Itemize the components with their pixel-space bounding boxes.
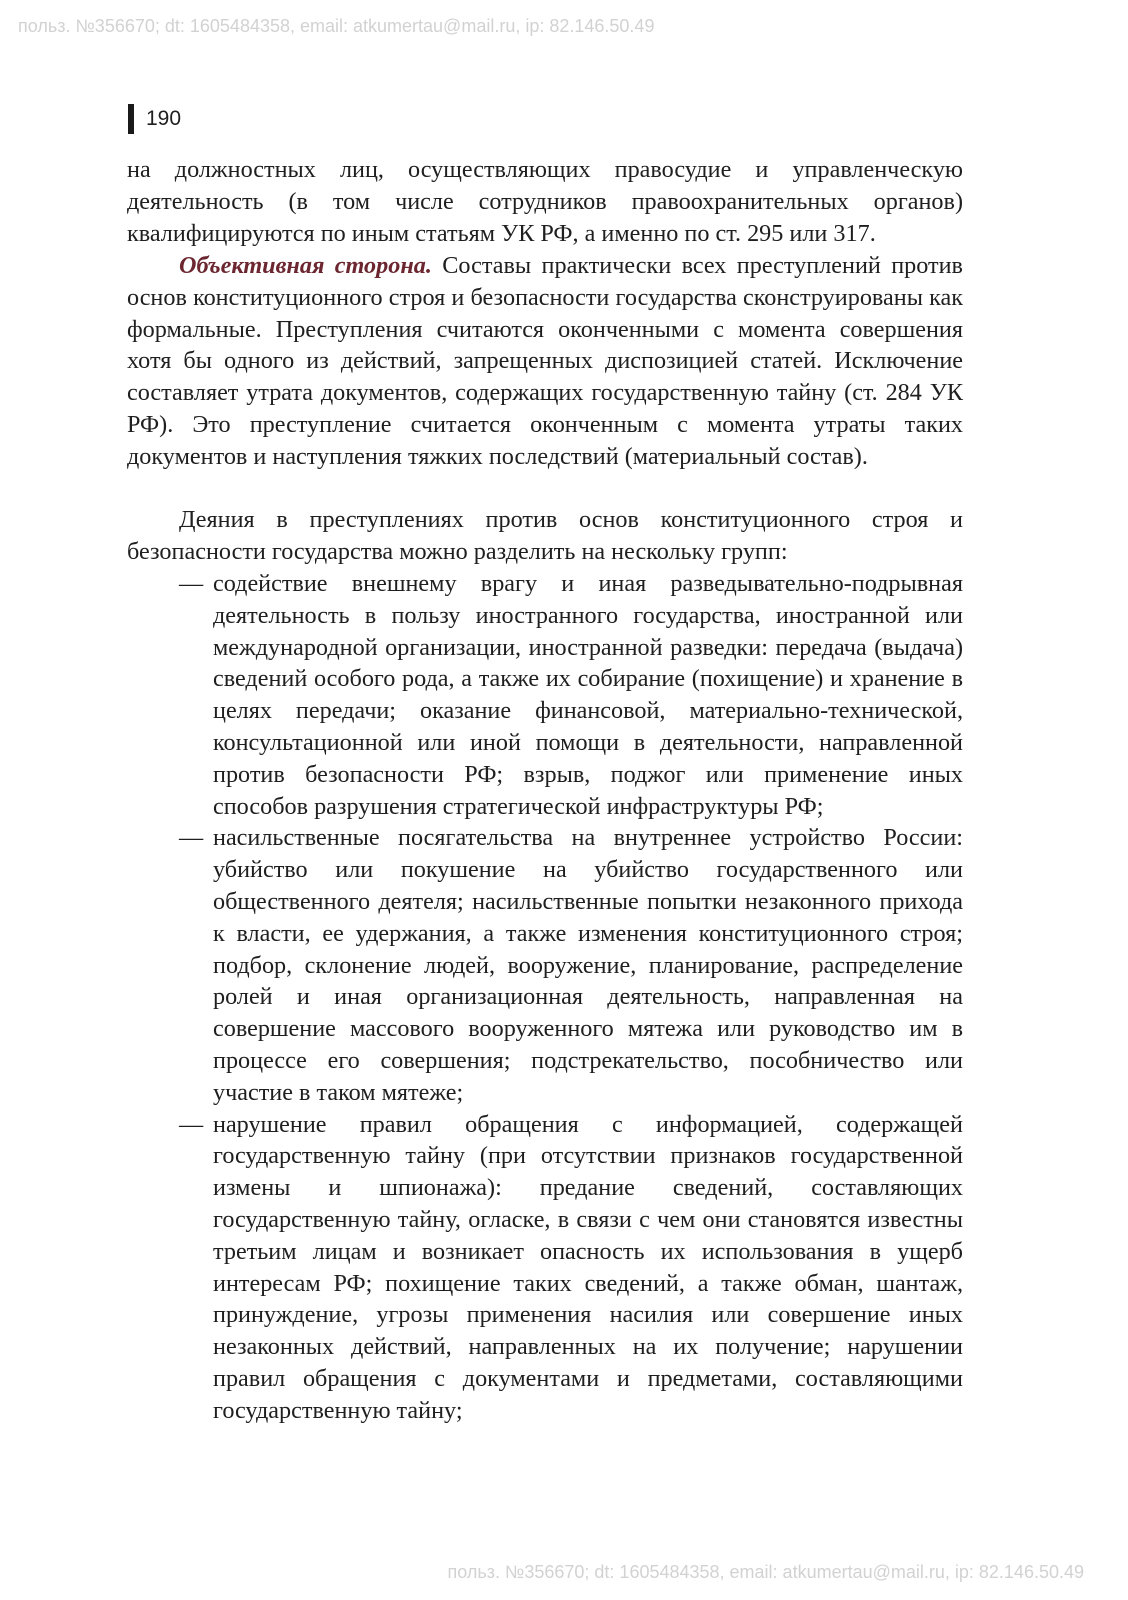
- page-number-bar: [128, 104, 134, 134]
- page-number: 190: [146, 107, 182, 130]
- groups-list: [127, 568, 963, 1427]
- list-item-text: содействие внешнему врагу и иная разведывательно-подрывная деятельность в пользу иностранного государства, иностранной или международной организации, иностранной разведки: передача (выдача) сведений особого рода, а также их собирание (похищение) и хранение в целях передачи; оказание финансовой, материально-технической, консультационной или иной помощи в деятельности, направленной против безопасности РФ; взрыв, поджог или применение иных способов разрушения стратегической инфраструктуры РФ;: [213, 570, 963, 820]
- dash-marker: —: [179, 570, 204, 597]
- watermark-bottom: польз. №356670; dt: 1605484358, email: atkumertau@mail.ru, ip: 82.146.50.49: [447, 1562, 1084, 1582]
- dash-marker: —: [179, 824, 204, 852]
- list-item-text: насильственные посягательства на внутреннее устройство России: убийство или покушение на убийство государственного или общественного деятеля; насильственные попытки незаконного прихода к власти, ее удержания, а также изменения конституционного строя; подбор, склонение людей, вооружение, планирование, распределение ролей и иная организационная деятельность, направленная на совершение массового вооруженного мятежа или руководство им в процессе его совершения; подстрекательство, пособничество или участие в таком мятеже;: [213, 824, 963, 1106]
- paragraph-body: Составы практически всех преступлений против основ конституционного строя и безопасности государства сконструированы как формальные. Преступления считаются оконченными с момента совершения хотя бы одного из действий, запрещенных диспозицией статей. Исключение составляет утрата документов, содержащих государственную тайну (ст. 284 УК РФ). Это преступление считается оконченным с момента утраты таких документов и наступления тяжких последствий (материальный состав).: [127, 252, 963, 470]
- paragraph-groups-intro: Деяния в преступлениях против основ конституционного строя и безопасности государства можно разделить на нескольку групп:: [127, 506, 963, 565]
- list-item: [127, 568, 963, 822]
- watermark-top: польз. №356670; dt: 1605484358, email: atkumertau@mail.ru, ip: 82.146.50.49: [18, 16, 655, 36]
- paragraph-lead-term: Объективная сторона.: [179, 252, 432, 279]
- dash-marker: —: [179, 1110, 204, 1138]
- list-item: [127, 822, 963, 1108]
- list-item-text: нарушение правил обращения с информацией, содержащей государственную тайну (при отсутствии признаков государственной измены и шпионажа): предание сведений, составляющих государственную тайну, огласке, в связи с чем они становятся известны третьим лицам и возникает опасность их использования в ущерб интересам РФ; похищение таких сведений, а также обман, шантаж, принуждение, угрозы применения насилия или совершение иных незаконных действий, направленных на их получение; нарушении правил обращения с документами и предметами, составляющими государственную тайну;: [213, 1110, 963, 1424]
- paragraph-objective-side: [127, 250, 963, 473]
- paragraph-continuation: на должностных лиц, осуществляющих правосудие и управленческую деятельность (в том числе сотрудников правоохранительных органов) квалифицируются по иным статьям УК РФ, а именно по ст. 295 или 317.: [127, 156, 963, 247]
- page-header: [128, 104, 181, 134]
- list-item: [127, 1109, 963, 1427]
